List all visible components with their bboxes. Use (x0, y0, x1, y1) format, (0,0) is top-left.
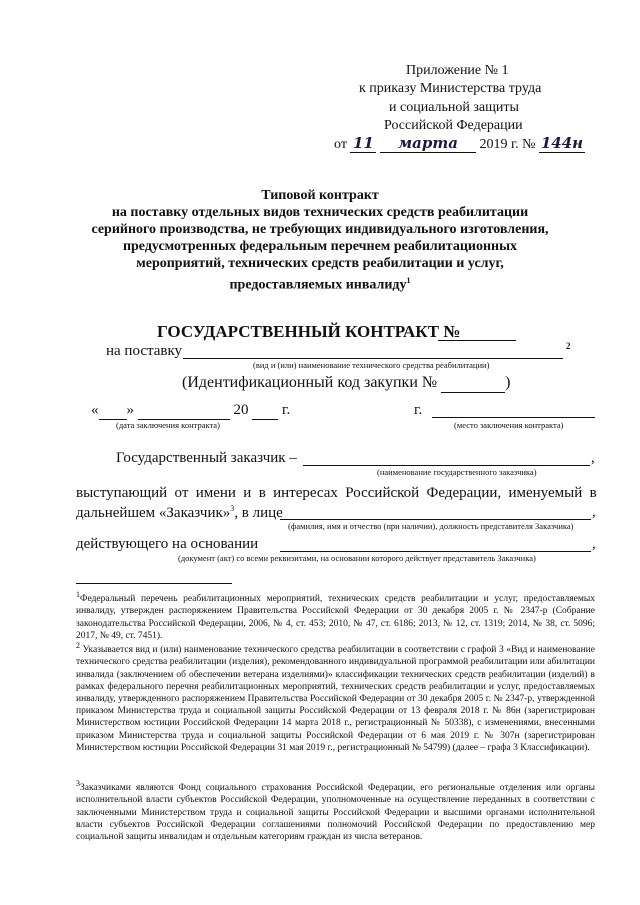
supply-field[interactable] (183, 358, 563, 359)
date-close-quote: » (126, 402, 134, 418)
title-line-6 (0, 272, 640, 294)
basis-label: действующего на основании (76, 536, 259, 552)
title-line-3: серийного производства, не требующих индивидуального изготовления, (91, 222, 549, 237)
date-year-suffix: г. (282, 402, 291, 418)
basis-caption: (документ (акт) со всеми реквизитами, на основании которого действует представитель Заказчика) (178, 553, 536, 563)
person-caption: (фамилия, имя и отчество (при наличии), должность представителя Заказчика) (288, 521, 574, 531)
footnote-separator (76, 583, 232, 584)
annex-line-1: Приложение № 1 (406, 63, 509, 78)
customer-comma: , (591, 450, 595, 466)
annex-line-3: и социальной защиты (389, 100, 519, 115)
ikz-field[interactable] (441, 374, 505, 393)
ikz-line (182, 374, 510, 393)
acting-line: выступающий от имени и в интересах Российской Федерации, именуемый в (76, 485, 597, 501)
city-label: г. (414, 402, 423, 418)
footnote-3-text: Заказчиками являются Фонд социального страхования Российской Федерации, его региональные отделения или органы исполнительной власти субъектов Российской Федерации, уполномоченные на осуществление переданных в соответствии с заключенными Министерством труда и социальной защиты Российской Федерации и высшими органами исполнительной власти субъектов Российской Федерации соглашениями полномочий Российской Федерации по предоставлению мер социальной защиты инвалидам и отдельным категориям граждан из числа ветеранов. (76, 783, 595, 842)
title-line-4: предусмотренных федеральным перечнем реабилитационных (122, 239, 518, 254)
ikz-close: ) (505, 374, 511, 391)
annex-month-handwritten: марта (380, 134, 476, 153)
further-label: дальнейшем «Заказчик» (76, 505, 231, 521)
contract-heading-text: ГОСУДАРСТВЕННЫЙ КОНТРАКТ № (157, 322, 461, 341)
further-line (76, 504, 283, 522)
footnote-1-text: Федеральный перечень реабилитационных мероприятий, технических средств реабилитации и услуг, предоставляемых инвалиду, утвержден распоряжением Правительства Российской Федерации от 30 декабря 2005 г. № 2347-р (Собрание законодательства Российской Федерации, 2006, № 4, ст. 453; 2010, № 47, ст. 6186; 2013, № 12, ст. 1319; 2014, № 38, ст. 5096; 2017, № 49, ст. 7451). (76, 594, 595, 641)
customer-label: Государственный заказчик – (116, 450, 297, 466)
date-line (91, 402, 290, 420)
customer-field[interactable] (303, 465, 590, 466)
annex-date-line (334, 134, 585, 154)
title-line-5: мероприятий, технических средств реабилитации и услуг, (136, 256, 504, 271)
supply-caption: (вид и (или) наименование технического средства реабилитации) (253, 360, 490, 370)
footnote-ref-3: 3 (230, 504, 235, 513)
basis-field[interactable] (280, 551, 591, 552)
date-caption: (дата заключения контракта) (116, 420, 220, 430)
footnote-3-number: 3 (76, 779, 80, 788)
customer-caption: (наименование государственного заказчика) (377, 467, 537, 477)
footnote-2 (76, 640, 595, 754)
footnote-1-number: 1 (76, 590, 80, 599)
annex-date-prefix: от (334, 137, 347, 152)
date-month-field[interactable] (138, 402, 230, 420)
person-comma: , (592, 504, 596, 520)
place-caption: (место заключения контракта) (454, 420, 564, 430)
supply-label: на поставку (106, 343, 183, 359)
basis-comma: , (592, 536, 596, 552)
person-field[interactable] (280, 519, 591, 520)
title-line-1: Типовой контракт (261, 188, 379, 203)
title-line-2: на поставку отдельных видов технических средств реабилитации (111, 205, 529, 220)
title-line-6-text: предоставляемых инвалиду (229, 277, 407, 293)
ikz-label: (Идентификационный код закупки № (182, 374, 438, 391)
footnote-2-text: Указывается вид и (или) наименование технического средства реабилитации в соответствии с графой 3 «Вид и наименование технического средства реабилитации (изделия), рекомендованного индивидуальной программой реабилитации или абилитации инвалида (заключением об обеспечении ветерана изделиями)» классификации технических средств реабилитации (изделий) в рамках федерального перечня реабилитационных мероприятий, технических средств реабилитации и услуг, предоставляемых инвалиду, утвержденного распоряжением Правительства Российской Федерации от 30 декабря 2005 г. № 2347-р, утвержденной приказом Министерства труда и социальной защиты Российской Федерации от 13 февраля 2018 г. № 86н (зарегистрирован Министерством юстиции Российской Федерации 14 марта 2018 г., регистрационный № 50338), с изменениями, внесенными приказом Министерства труда и социальной защиты Российской Федерации от 6 мая 2019 г. № 307н (зарегистрирован Министерством юстиции Российской Федерации 31 мая 2019 г., регистрационный № 54799) (далее – графа 3 Классификации). (76, 645, 595, 753)
contract-number-field[interactable] (438, 340, 516, 341)
contract-heading (157, 322, 460, 342)
footnote-ref-1: 1 (406, 276, 411, 285)
person-label: , в лице (234, 505, 283, 521)
footnote-2-number: 2 (76, 641, 80, 650)
footnote-3 (76, 778, 595, 843)
annex-year-number-label: 2019 г. № (479, 137, 536, 152)
city-field[interactable] (432, 417, 595, 418)
footnote-1 (76, 589, 595, 642)
date-year-field[interactable] (252, 402, 278, 420)
annex-day-handwritten: 11 (350, 134, 376, 153)
supply-footnote-ref: 2 (566, 341, 571, 351)
annex-order-number-handwritten: 144н (540, 134, 584, 152)
annex-line-2: к приказу Министерства труда (359, 81, 542, 96)
date-year-prefix: 20 (233, 402, 249, 418)
date-open-quote: « (91, 402, 99, 418)
annex-line-4: Российской Федерации (384, 118, 523, 133)
date-day-field[interactable] (99, 402, 127, 420)
